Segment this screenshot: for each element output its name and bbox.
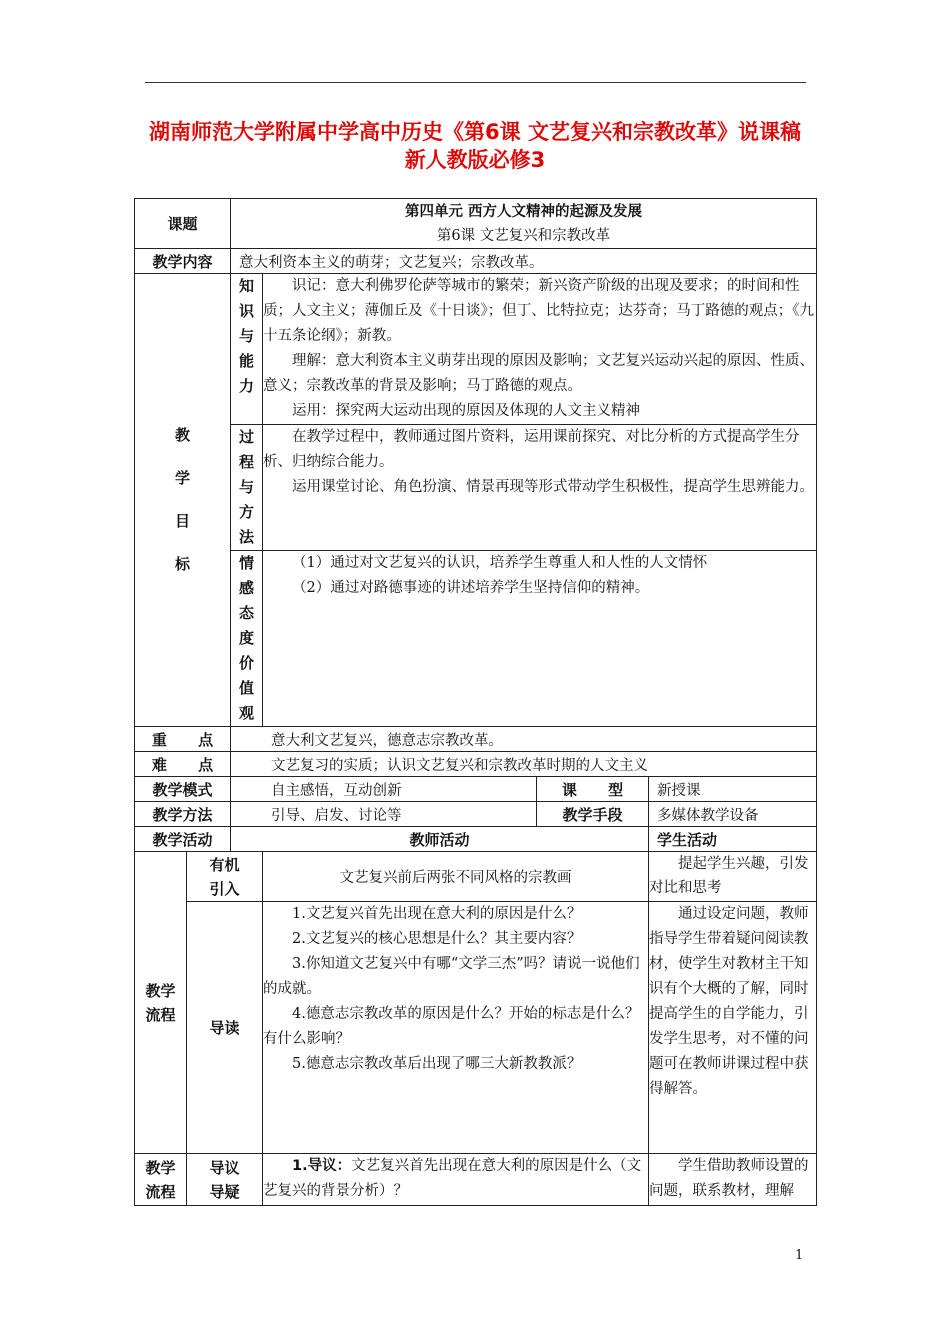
page-number: 1 xyxy=(795,1248,804,1263)
type-value: 新授课 xyxy=(649,777,817,802)
lesson-plan-table xyxy=(134,198,817,1206)
guide-label: 导读 xyxy=(187,902,263,1154)
topic-unit: 第四单元 西方人文精神的起源及发展 xyxy=(404,203,643,220)
type-label: 课 型 xyxy=(537,777,649,802)
guide-question: 4.德意志宗教改革的原因是什么？开始的标志是什么？有什么影响？ xyxy=(263,1006,640,1047)
student-activity-label: 学生活动 xyxy=(649,827,817,852)
guide-question: 3.你知道文艺复兴中有哪“文学三杰”吗？请说一说他们的成就。 xyxy=(263,956,640,997)
method-value: 引导、启发、讨论等 xyxy=(231,802,537,827)
flow-label-2: 教学流程 xyxy=(135,1154,187,1206)
key-label: 重 点 xyxy=(135,727,231,752)
flow-label: 教学流程 xyxy=(135,852,187,1154)
topic-label: 课题 xyxy=(135,199,231,249)
content-value: 意大利资本主义的萌芽；文艺复兴；宗教改革。 xyxy=(231,249,817,274)
means-value: 多媒体教学设备 xyxy=(649,802,817,827)
difficulty-label: 难 点 xyxy=(135,752,231,777)
discuss-label: 导议导疑 xyxy=(187,1154,263,1206)
guide-student: 通过设定问题，教师指导学生带着疑问阅读教材，使学生对教材主干知识有个大概的了解，同时提高学生的自学能力，引发学生思考，对不懂的问题可在教师讲课过程中获得解答。 xyxy=(649,902,817,1154)
topic-lesson: 第6课 文艺复兴和宗教改革 xyxy=(436,227,611,244)
intro-teacher: 文艺复兴前后两张不同风格的宗教画 xyxy=(263,852,649,902)
guide-question: 5.德意志宗教改革后出现了哪三大新教教派？ xyxy=(292,1056,582,1072)
goals-label: 教 学 目 标 xyxy=(135,274,231,727)
process-line: 在教学过程中，教师通过图片资料，运用课前探究、对比分析的方式提高学生分析、归纳综合能力。 xyxy=(263,429,800,470)
emotion-line: （2）通过对路德事迹的讲述培养学生坚持信仰的精神。 xyxy=(292,580,650,596)
discuss-prefix: 1.导议： xyxy=(292,1158,352,1174)
knowledge-line: 运用：探究两大运动出现的原因及体现的人文主义精神 xyxy=(292,403,641,419)
emotion-content xyxy=(263,551,817,727)
knowledge-line: 识记：意大利佛罗伦萨等城市的繁荣；新兴资产阶级的出现及要求；的时间和性质；人文主义；薄伽丘及《十日谈》；但丁、比特拉克；达芬奇；马丁路德的观点；《九十五条论纲》；新教。 xyxy=(263,278,815,344)
guide-questions xyxy=(263,902,649,1154)
emotion-label: 情 感 态 度 价 值 观 xyxy=(231,551,263,727)
process-content xyxy=(263,425,817,551)
activity-label: 教学活动 xyxy=(135,827,231,852)
knowledge-content xyxy=(263,274,817,425)
teacher-activity-label: 教师活动 xyxy=(231,827,649,852)
discuss-student: 学生借助教师设置的问题，联系教材，理解 xyxy=(649,1154,817,1206)
document-title: 湖南师范大学附属中学高中历史《第6课 文艺复兴和宗教改革》说课稿 新人教版必修3 xyxy=(149,120,801,172)
emotion-line: （1）通过对文艺复兴的认识，培养学生尊重人和人性的人文情怀 xyxy=(292,555,708,571)
header-rule xyxy=(145,82,806,83)
intro-label: 有机引入 xyxy=(187,852,263,902)
guide-question: 2.文艺复兴的核心思想是什么？其主要内容？ xyxy=(292,931,582,947)
content-label: 教学内容 xyxy=(135,249,231,274)
method-label: 教学方法 xyxy=(135,802,231,827)
discuss-teacher xyxy=(263,1154,649,1206)
mode-value: 自主感悟，互动创新 xyxy=(231,777,537,802)
difficulty-value: 文艺复习的实质；认识文艺复兴和宗教改革时期的人文主义 xyxy=(231,752,817,777)
mode-label: 教学模式 xyxy=(135,777,231,802)
knowledge-label: 知 识 与 能 力 xyxy=(231,274,263,425)
key-value: 意大利文艺复兴，德意志宗教改革。 xyxy=(231,727,817,752)
process-line: 运用课堂讨论、角色扮演、情景再现等形式带动学生积极性，提高学生思辨能力。 xyxy=(292,479,815,495)
means-label: 教学手段 xyxy=(537,802,649,827)
guide-question: 1.文艺复兴首先出现在意大利的原因是什么？ xyxy=(292,906,582,922)
process-label: 过 程 与 方 法 xyxy=(231,425,263,551)
knowledge-line: 理解：意大利资本主义萌芽出现的原因及影响；文艺复兴运动兴起的原因、性质、意义；宗教改革的背景及影响；马丁路德的观点。 xyxy=(263,353,815,394)
topic-cell xyxy=(231,199,817,249)
intro-student: 提起学生兴趣，引发对比和思考 xyxy=(649,852,817,902)
discuss-text: 文艺复兴首先出现在意大利的原因是什么（文艺复兴的背景分析）？ xyxy=(263,1158,642,1199)
